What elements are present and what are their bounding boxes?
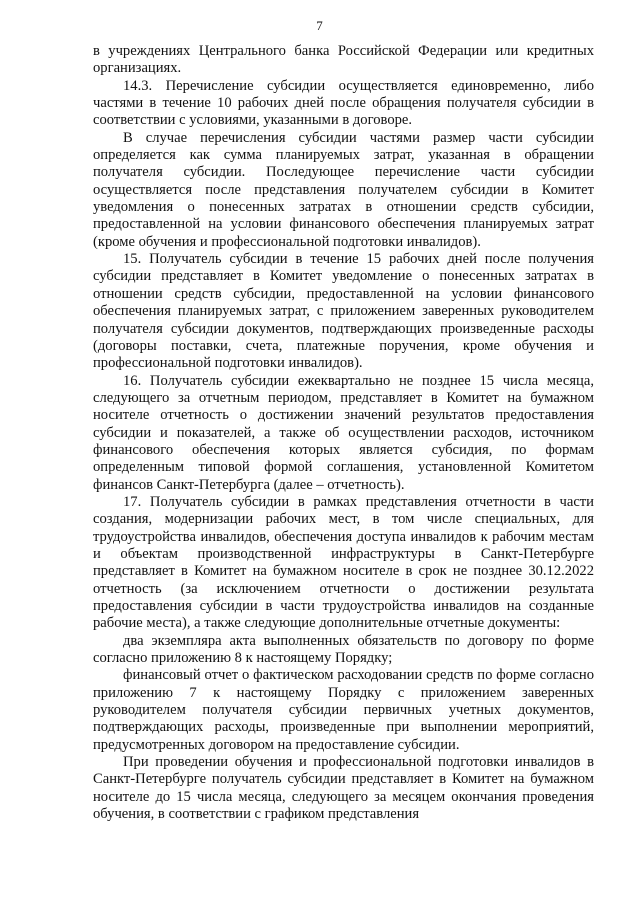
paragraph-partial-transfer: В случае перечисления субсидии частями размер части субсидии определяется как сумма планируемых затрат, указанная в обращении получателя субсидии. Последующее перечисление части субсидии осуществляется после представления получателем субсидии в Комитет уведомления о понесенных затратах в отношении средств субсидии, предоставленной на условии финансового обеспечения планируемых затрат (кроме обучения и профессиональной подготовки инвалидов).: [93, 129, 594, 250]
paragraph-14-3: 14.3. Перечисление субсидии осуществляется единовременно, либо частями в течение 10 рабочих дней после обращения получателя субсидии в соответствии с условиями, указанными в договоре.: [93, 77, 594, 129]
paragraph-17: 17. Получатель субсидии в рамках представления отчетности в части создания, модернизации рабочих мест, в том числе специальных, для трудоустройства инвалидов, обеспечения доступа инвалидов к рабочим местам и объектам производственной инфраструктуры в Санкт-Петербурге представляет в Комитет на бумажном носителе в срок не позднее 30.12.2022 отчетность (за исключением отчетности о достижении результата предоставления субсидии в части трудоустройства инвалидов на созданные рабочие места), а также следующие дополнительные отчетные документы:: [93, 493, 594, 632]
paragraph-17-act: два экземпляра акта выполненных обязательств по договору по форме согласно приложению 8 к настоящему Порядку;: [93, 632, 594, 667]
page-number: 7: [316, 18, 323, 33]
paragraph-16: 16. Получатель субсидии ежеквартально не позднее 15 числа месяца, следующего за отчетным периодом, представляет в Комитет на бумажном носителе отчетность о достижении значений результатов предоставления субсидии и показателей, а также об осуществлении расходов, источником финансового обеспечения которых является субсидия, по формам определенным типовой формой соглашения, установленной Комитетом финансов Санкт-Петербурга (далее – отчетность).: [93, 372, 594, 493]
paragraph-training: При проведении обучения и профессиональной подготовки инвалидов в Санкт-Петербурге получатель субсидии представляет в Комитет на бумажном носителе до 15 числа месяца, следующего за месяцем окончания проведения обучения, в соответствии с графиком представления: [93, 754, 594, 823]
paragraph-continuation: в учреждениях Центрального банка Российской Федерации или кредитных организациях.: [93, 43, 594, 77]
paragraph-15: 15. Получатель субсидии в течение 15 рабочих дней после получения субсидии представляет в Комитет уведомление о понесенных затратах в отношении средств субсидии, предоставленной на условии финансового обеспечения планируемых затрат, с приложением заверенных руководителем получателя субсидии документов, подтверждающих произведенные расходы (договоры поставки, счета, платежные поручения, кроме обучения и профессиональной подготовки инвалидов).: [93, 251, 594, 372]
document-body: [93, 43, 594, 823]
paragraph-17-financial-report: финансовый отчет о фактическом расходовании средств по форме согласно приложению 7 к настоящему Порядку с приложением заверенных руководителем получателя субсидии первичных учетных документов, подтверждающих расходы, произведенные при выполнении мероприятий, предусмотренных договором на предоставление субсидии.: [93, 667, 594, 753]
